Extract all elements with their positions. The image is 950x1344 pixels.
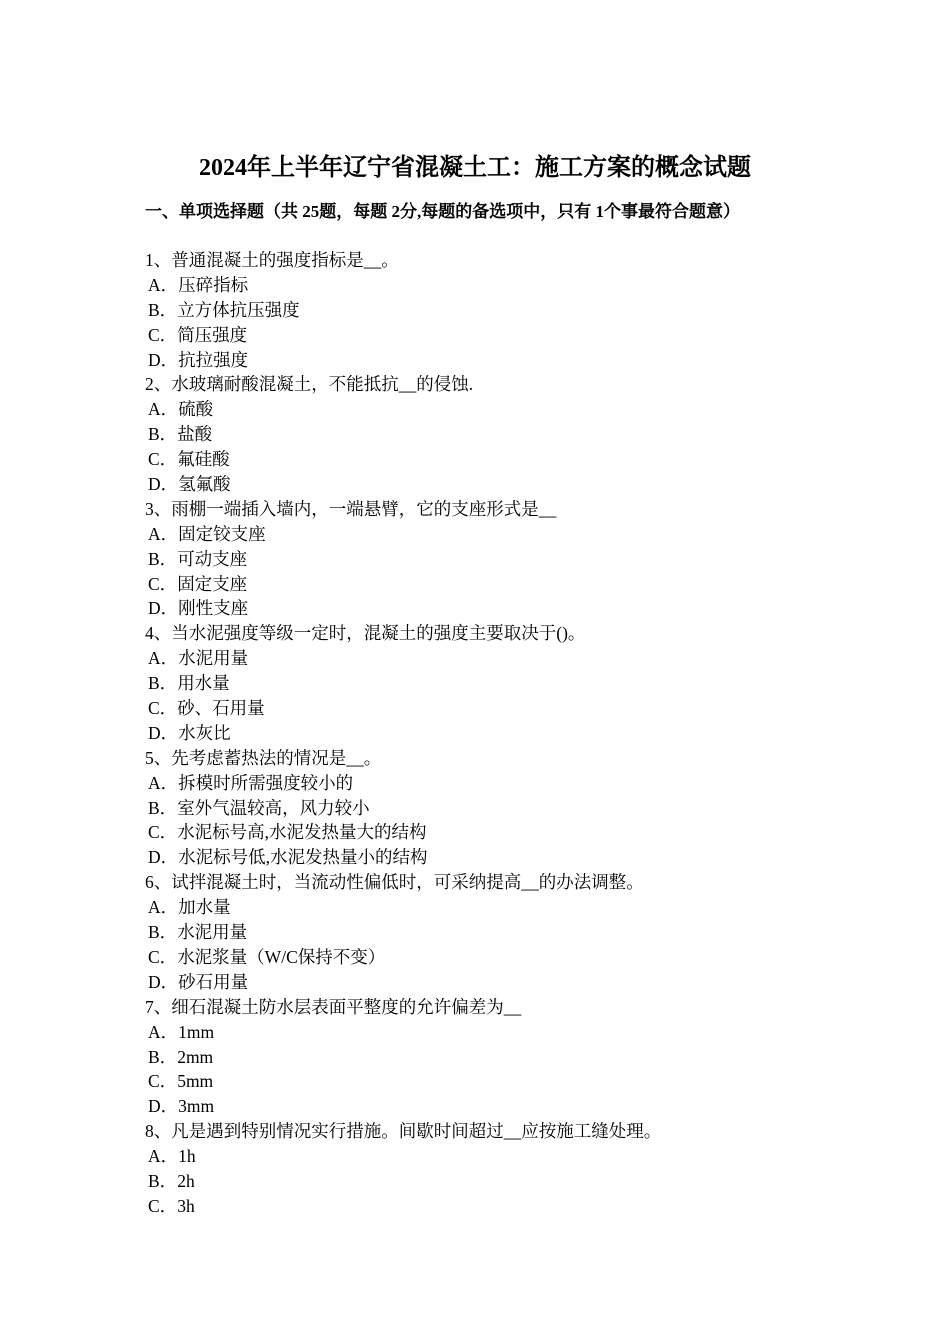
option-letter: B． xyxy=(148,548,178,569)
option-text: 压碎指标 xyxy=(178,274,249,295)
option-item xyxy=(145,1069,813,1094)
option-letter: C． xyxy=(148,449,178,470)
option-item xyxy=(145,646,813,671)
option-letter: B． xyxy=(148,673,178,694)
option-item xyxy=(145,895,813,920)
option-item xyxy=(145,721,813,746)
option-text: 抗拉强度 xyxy=(178,349,249,370)
question-text: 4、当水泥强度等级一定时，混凝土的强度主要取决于()。 xyxy=(145,623,586,644)
option-letter: D． xyxy=(148,598,179,619)
option-text: 砂石用量 xyxy=(178,971,249,992)
option-item xyxy=(145,696,813,721)
option-letter: D． xyxy=(148,847,179,868)
option-text: 室外气温较高，风力较小 xyxy=(177,797,370,818)
question-block xyxy=(145,746,813,870)
option-item xyxy=(145,522,813,547)
option-letter: A． xyxy=(148,1021,179,1042)
option-letter: D． xyxy=(148,474,179,495)
option-letter: B． xyxy=(148,922,178,943)
question-block xyxy=(145,995,813,1119)
option-text: 拆模时所需强度较小的 xyxy=(178,772,354,793)
question-block xyxy=(145,1119,813,1219)
option-letter: C． xyxy=(148,946,178,967)
option-item xyxy=(145,771,813,796)
option-letter: B． xyxy=(148,424,178,445)
option-letter: A． xyxy=(148,897,179,918)
option-letter: D． xyxy=(148,971,179,992)
option-text: 氟硅酸 xyxy=(177,449,230,470)
option-item xyxy=(145,1169,813,1194)
option-text: 水灰比 xyxy=(178,722,231,743)
question-text: 3、雨棚一端插入墙内，一端悬臂，它的支座形式是__ xyxy=(145,498,557,519)
option-item xyxy=(145,273,813,298)
option-text: 1h xyxy=(178,1146,196,1167)
option-text: 水泥标号高,水泥发热量大的结构 xyxy=(177,822,427,843)
option-text: 3mm xyxy=(178,1096,215,1117)
option-item xyxy=(145,596,813,621)
option-text: 水泥用量 xyxy=(177,922,248,943)
option-letter: B． xyxy=(148,1170,178,1191)
section-heading: 一、单项选择题（共 25题，每题 2分,每题的备选项中，只有 1个事最符合题意） xyxy=(145,202,740,221)
option-item xyxy=(145,920,813,945)
option-text: 固定铰支座 xyxy=(178,523,266,544)
option-item xyxy=(145,422,813,447)
option-text: 2mm xyxy=(177,1046,214,1067)
option-letter: C． xyxy=(148,822,178,843)
option-text: 可动支座 xyxy=(177,548,248,569)
option-text: 固定支座 xyxy=(177,573,248,594)
option-item xyxy=(145,796,813,821)
option-letter: A． xyxy=(148,523,179,544)
option-text: 用水量 xyxy=(177,673,230,694)
option-letter: B． xyxy=(148,797,178,818)
option-text: 水泥浆量（W/C保持不变） xyxy=(177,946,386,967)
option-item xyxy=(145,820,813,845)
option-text: 3h xyxy=(177,1195,195,1216)
option-text: 盐酸 xyxy=(177,424,213,445)
option-text: 加水量 xyxy=(178,897,231,918)
option-text: 硫酸 xyxy=(178,399,214,420)
option-text: 水泥标号低,水泥发热量小的结构 xyxy=(178,847,428,868)
option-text: 5mm xyxy=(177,1071,214,1092)
option-letter: C． xyxy=(148,1195,178,1216)
option-item xyxy=(145,1045,813,1070)
option-text: 2h xyxy=(177,1170,195,1191)
option-text: 立方体抗压强度 xyxy=(177,299,300,320)
option-letter: D． xyxy=(148,722,179,743)
option-item xyxy=(145,447,813,472)
option-text: 砂、石用量 xyxy=(177,698,265,719)
option-letter: C． xyxy=(148,573,178,594)
question-block xyxy=(145,248,813,372)
option-letter: A． xyxy=(148,399,179,420)
option-item xyxy=(145,945,813,970)
option-letter: C． xyxy=(148,698,178,719)
option-letter: A． xyxy=(148,648,179,669)
question-block xyxy=(145,497,813,621)
option-text: 水泥用量 xyxy=(178,648,249,669)
question-text: 5、先考虑蓄热法的情况是__。 xyxy=(145,747,382,768)
option-letter: A． xyxy=(148,772,179,793)
question-text: 2、水玻璃耐酸混凝土，不能抵抗__的侵蚀. xyxy=(145,374,474,395)
option-letter: C． xyxy=(148,1071,178,1092)
option-letter: B． xyxy=(148,299,178,320)
option-item xyxy=(145,845,813,870)
option-letter: D． xyxy=(148,349,179,370)
option-text: 1mm xyxy=(178,1021,215,1042)
document-title: 2024年上半年辽宁省混凝土工：施工方案的概念试题 xyxy=(199,155,751,181)
option-text: 简压强度 xyxy=(177,324,248,345)
option-letter: A． xyxy=(148,1146,179,1167)
question-block xyxy=(145,870,813,994)
question-block xyxy=(145,621,813,745)
question-text: 1、普通混凝土的强度指标是__。 xyxy=(145,250,399,270)
option-item xyxy=(145,547,813,572)
option-item xyxy=(145,1094,813,1119)
question-text: 7、细石混凝土防水层表面平整度的允许偏差为__ xyxy=(145,996,522,1017)
option-letter: A． xyxy=(148,274,179,295)
option-item xyxy=(145,1144,813,1169)
option-letter: C． xyxy=(148,324,178,345)
option-letter: D． xyxy=(148,1096,179,1117)
option-item xyxy=(145,472,813,497)
option-text: 刚性支座 xyxy=(178,598,249,619)
option-item xyxy=(145,298,813,323)
option-item xyxy=(145,970,813,995)
option-item xyxy=(145,348,813,373)
option-item xyxy=(145,1194,813,1219)
option-item xyxy=(145,1020,813,1045)
option-text: 氢氟酸 xyxy=(178,474,231,495)
option-item xyxy=(145,572,813,597)
option-item xyxy=(145,323,813,348)
option-letter: B． xyxy=(148,1046,178,1067)
option-item xyxy=(145,671,813,696)
question-list xyxy=(145,248,813,1219)
question-block xyxy=(145,372,813,496)
question-text: 6、试拌混凝土时，当流动性偏低时，可采纳提高__的办法调整。 xyxy=(145,872,644,893)
option-item xyxy=(145,397,813,422)
question-text: 8、凡是遇到特别情况实行措施。间歇时间超过__应按施工缝处理。 xyxy=(145,1121,662,1142)
